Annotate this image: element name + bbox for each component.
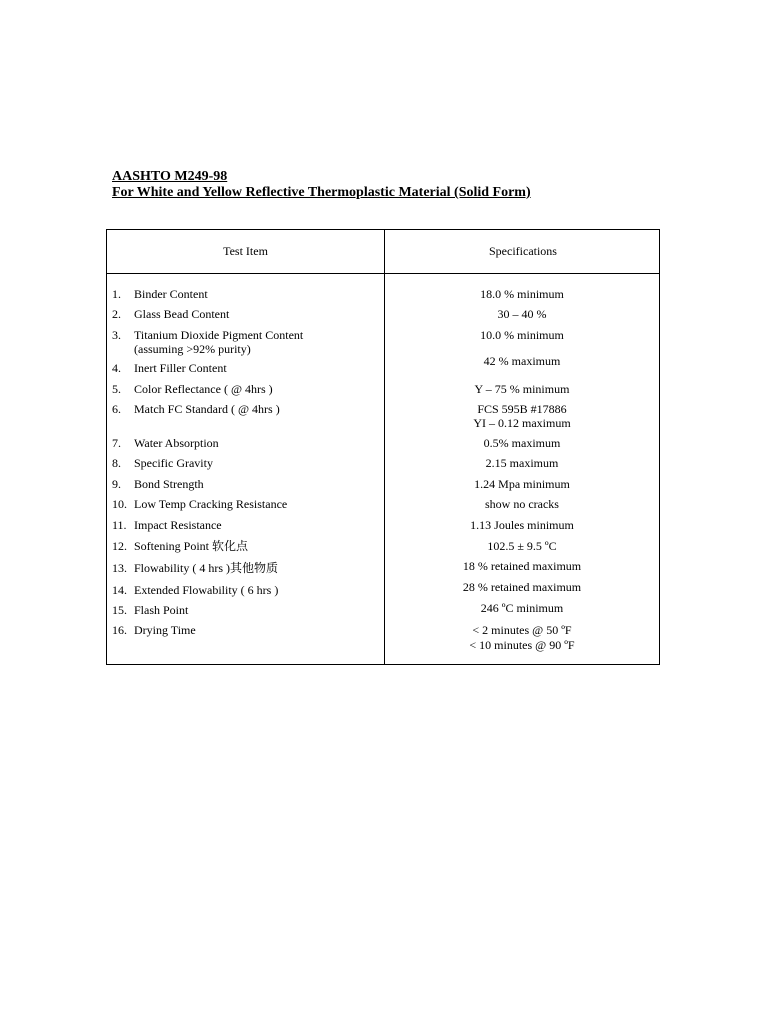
row-number: 12. (112, 539, 127, 553)
row-specification: show no cracks (485, 497, 559, 511)
column-header-specifications: Specifications (489, 244, 557, 258)
row-number: 13. (112, 561, 127, 575)
row-specification: 246 ºC minimum (480, 601, 564, 615)
row-specification-secondary: < 10 minutes @ 90 ºF (469, 638, 575, 652)
row-specification: FCS 595B #17886 (477, 402, 567, 416)
row-test-item: Impact Resistance (134, 518, 222, 532)
row-number: 7. (112, 436, 121, 450)
row-specification: 18 % retained maximum (462, 559, 582, 573)
document-title: AASHTO M249-98 (112, 169, 228, 184)
row-test-item: Match FC Standard ( @ 4hrs ) (134, 402, 280, 416)
header-divider (107, 273, 659, 274)
row-test-item: Softening Point 软化点 (134, 539, 249, 553)
row-specification: 2.15 maximum (485, 456, 559, 470)
row-test-item: Color Reflectance ( @ 4hrs ) (134, 382, 273, 396)
row-test-item: Low Temp Cracking Resistance (134, 497, 288, 511)
row-number: 1. (112, 287, 121, 301)
row-number: 9. (112, 477, 121, 491)
column-header-test-item: Test Item (223, 244, 268, 258)
row-test-item-note: (assuming >92% purity) (134, 342, 251, 356)
row-number: 14. (112, 583, 127, 597)
row-specification: 18.0 % minimum (480, 287, 564, 301)
row-number: 10. (112, 497, 127, 511)
row-specification: 28 % retained maximum (462, 580, 582, 594)
row-test-item: Titanium Dioxide Pigment Content (134, 328, 304, 342)
row-number: 5. (112, 382, 121, 396)
row-test-item: Bond Strength (134, 477, 204, 491)
row-test-item: Flash Point (134, 603, 189, 617)
document-subtitle: For White and Yellow Reflective Thermoplastic Material (Solid Form) (112, 185, 531, 200)
row-specification-secondary: YI – 0.12 maximum (473, 416, 571, 430)
row-test-item: Drying Time (134, 623, 196, 637)
row-number: 11. (112, 518, 127, 532)
row-specification: 0.5% maximum (483, 436, 561, 450)
row-number: 4. (112, 361, 121, 375)
row-specification: 1.13 Joules minimum (470, 518, 574, 532)
row-specification: 10.0 % minimum (480, 328, 564, 342)
row-number: 6. (112, 402, 121, 416)
row-number: 8. (112, 456, 121, 470)
row-number: 3. (112, 328, 121, 342)
row-specification: 1.24 Mpa minimum (474, 477, 570, 491)
row-test-item: Flowability ( 4 hrs )其他物质 (134, 561, 278, 575)
row-test-item: Water Absorption (134, 436, 219, 450)
row-specification: < 2 minutes @ 50 ºF (472, 623, 572, 637)
row-test-item: Specific Gravity (134, 456, 213, 470)
row-number: 2. (112, 307, 121, 321)
row-specification: Y – 75 % minimum (474, 382, 570, 396)
row-test-item: Glass Bead Content (134, 307, 230, 321)
row-specification: 42 % maximum (483, 354, 561, 368)
row-number: 15. (112, 603, 127, 617)
row-test-item: Binder Content (134, 287, 208, 301)
row-test-item: Extended Flowability ( 6 hrs ) (134, 583, 279, 597)
row-specification: 30 – 40 % (497, 307, 547, 321)
row-specification: 102.5 ± 9.5 ºC (487, 539, 557, 553)
row-number: 16. (112, 623, 127, 637)
row-test-item: Inert Filler Content (134, 361, 227, 375)
